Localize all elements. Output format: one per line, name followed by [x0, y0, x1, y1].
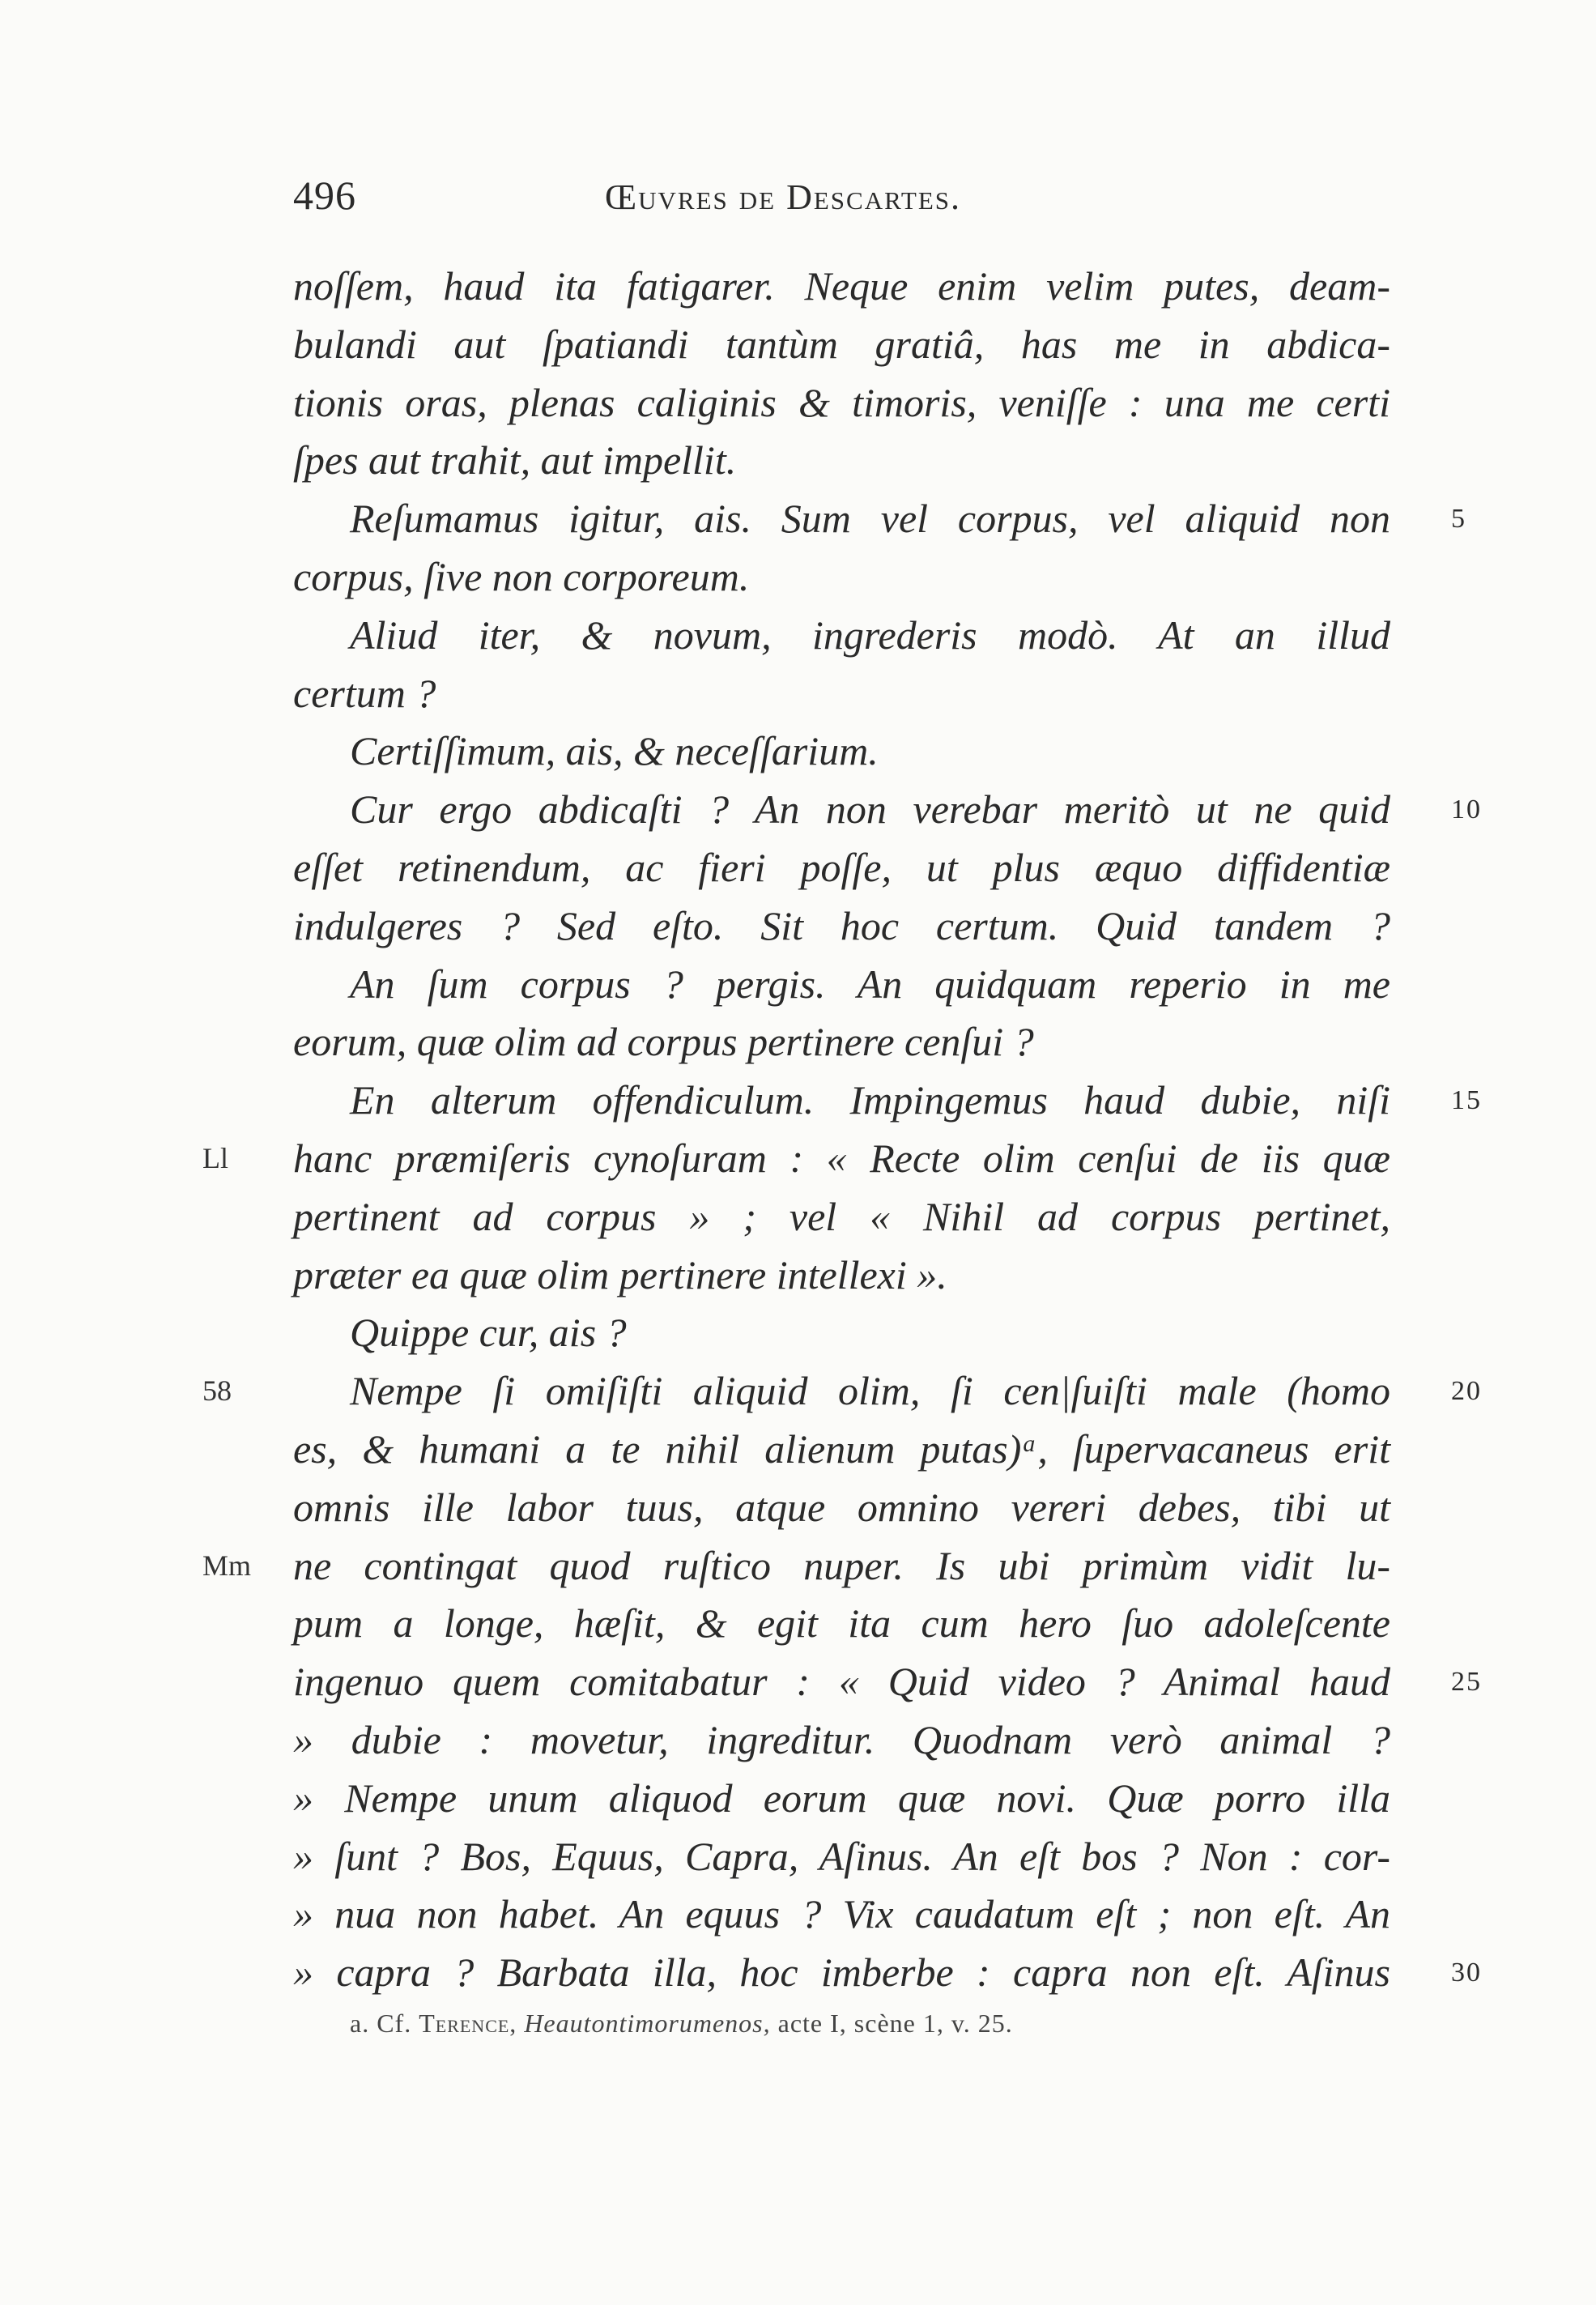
text-line-content: » capra ? Barbata illa, hoc imberbe : capra non eſt. Aſinus: [293, 1949, 1390, 1996]
text-line-content: Certiſſimum, ais, & neceſſarium.: [350, 728, 879, 774]
text-line: [293, 490, 1466, 548]
text-line-content: Reſumamus igitur, ais. Sum vel corpus, vel aliquid non: [350, 496, 1390, 542]
footnote-prefix: Cf.: [377, 2009, 412, 2038]
text-line-content: omnis ille labor tuus, atque omnino vereri debes, tibi ut: [293, 1484, 1390, 1530]
text-line: [293, 1072, 1482, 1130]
text-line-content: pertinent ad corpus » ; vel « Nihil ad corpus pertinet,: [293, 1193, 1390, 1239]
text-line-content: Cur ergo abdicaſti ? An non verebar meritò ut ne quid: [350, 786, 1390, 833]
text-line: [293, 1595, 1411, 1653]
text-line: [293, 316, 1411, 374]
text-line-content: » ſunt ? Bos, Equus, Capra, Aſinus. An eſt bos ? Non : cor-: [293, 1833, 1390, 1879]
text-line-content: præter ea quæ olim pertinere intellexi ».: [293, 1251, 947, 1297]
text-line-content: bulandi aut ſpatiandi tantùm gratiâ, has me in abdica-: [293, 321, 1390, 367]
footnote-marker: a.: [350, 2009, 370, 2038]
text-line: [293, 1246, 1411, 1305]
text-line-content: » nua non habet. An equus ? Vix caudatum eſt ; non eſt. An: [293, 1891, 1390, 1937]
text-line-content: eſſet retinendum, ac fieri poſſe, ut plus æquo diffidentiæ: [293, 844, 1390, 890]
line-number: 10: [1451, 795, 1482, 825]
text-line: [293, 1653, 1482, 1711]
text-line-content: certum ?: [293, 670, 436, 716]
text-line: [293, 722, 1411, 781]
text-line-content: Nempe ſi omiſiſti aliquid olim, ſi cen|ſuiſti male (homo: [350, 1368, 1390, 1414]
text-line-content: corpus, ſive non corporeum.: [293, 553, 750, 599]
page-number: 496: [293, 173, 356, 218]
text-line: [293, 548, 1411, 607]
text-line-content: es, & humani a te nihil alienum putas)ᵃ, ſupervacaneus erit: [293, 1425, 1390, 1472]
text-line-content: indulgeres ? Sed eſto. Sit hoc certum. Quid tandem ?: [293, 902, 1390, 948]
text-line: [293, 956, 1411, 1014]
running-title: Œuvres de Descartes.: [605, 177, 962, 217]
footnote-author: Terence,: [419, 2009, 517, 2038]
text-line-content: tionis oras, plenas caliginis & timoris, veniſſe : una me certi: [293, 379, 1390, 425]
text-line: [293, 839, 1411, 897]
line-number: 5: [1451, 504, 1466, 535]
footnote-work-title: Heautontimorumenos,: [524, 2009, 771, 2038]
margin-reference: Mm: [202, 1549, 252, 1582]
text-line: [293, 781, 1482, 839]
margin-reference: Ll: [202, 1141, 228, 1174]
text-line: [293, 1304, 1411, 1362]
text-line-content: ne contingat quod ruſtico nuper. Is ubi primùm vidit lu-: [293, 1542, 1390, 1588]
text-line-content: noſſem, haud ita fatigarer. Neque enim velim putes, deam-: [293, 263, 1390, 309]
text-line: [293, 1828, 1411, 1886]
line-number: 30: [1451, 1958, 1482, 1988]
text-line: [293, 897, 1411, 956]
text-line: [293, 432, 1411, 490]
footnote: [350, 2009, 1013, 2039]
line-number: 25: [1451, 1667, 1482, 1698]
text-line: [293, 1711, 1411, 1770]
text-line: [293, 1479, 1411, 1537]
margin-reference: 58: [202, 1374, 232, 1408]
page-header: [293, 172, 1394, 228]
text-line: [202, 1130, 1411, 1188]
text-line: [202, 1537, 1411, 1596]
line-number: 20: [1451, 1376, 1482, 1407]
text-line-content: An ſum corpus ? pergis. An quidquam reperio in me: [350, 961, 1390, 1007]
text-line: [293, 607, 1411, 665]
text-line-content: En alterum offendiculum. Impingemus haud dubie, niſi: [350, 1077, 1390, 1123]
text-line: [293, 1421, 1411, 1479]
line-number: 15: [1451, 1085, 1482, 1116]
footnote-reference: acte I, scène 1, v. 25.: [777, 2009, 1013, 2038]
text-line: [293, 258, 1411, 316]
text-line: [293, 1013, 1411, 1072]
text-line-content: pum a longe, hæſit, & egit ita cum hero ſuo adoleſcente: [293, 1600, 1390, 1647]
text-line: [293, 1770, 1411, 1828]
text-line: [293, 1188, 1411, 1246]
text-line-content: hanc præmiſeris cynoſuram : « Recte olim cenſui de iis quæ: [293, 1135, 1390, 1181]
text-line-content: ſpes aut trahit, aut impellit.: [293, 437, 737, 484]
text-line-content: Quippe cur, ais ?: [350, 1310, 627, 1356]
text-line-content: ingenuo quem comitabatur : « Quid video ? Animal haud: [293, 1659, 1390, 1705]
text-line-content: » Nempe unum aliquod eorum quæ novi. Quæ porro illa: [293, 1775, 1390, 1821]
text-line-content: » dubie : movetur, ingreditur. Quodnam verò animal ?: [293, 1716, 1390, 1762]
text-line: [202, 1362, 1482, 1421]
text-line: [293, 374, 1411, 432]
text-line: [293, 1944, 1482, 2002]
main-text-block: [202, 258, 1482, 2002]
text-line: [293, 1885, 1411, 1944]
text-line-content: eorum, quæ olim ad corpus pertinere cenſui ?: [293, 1019, 1034, 1065]
text-line-content: Aliud iter, & novum, ingrederis modò. At an illud: [350, 611, 1390, 658]
text-line: [293, 665, 1411, 723]
